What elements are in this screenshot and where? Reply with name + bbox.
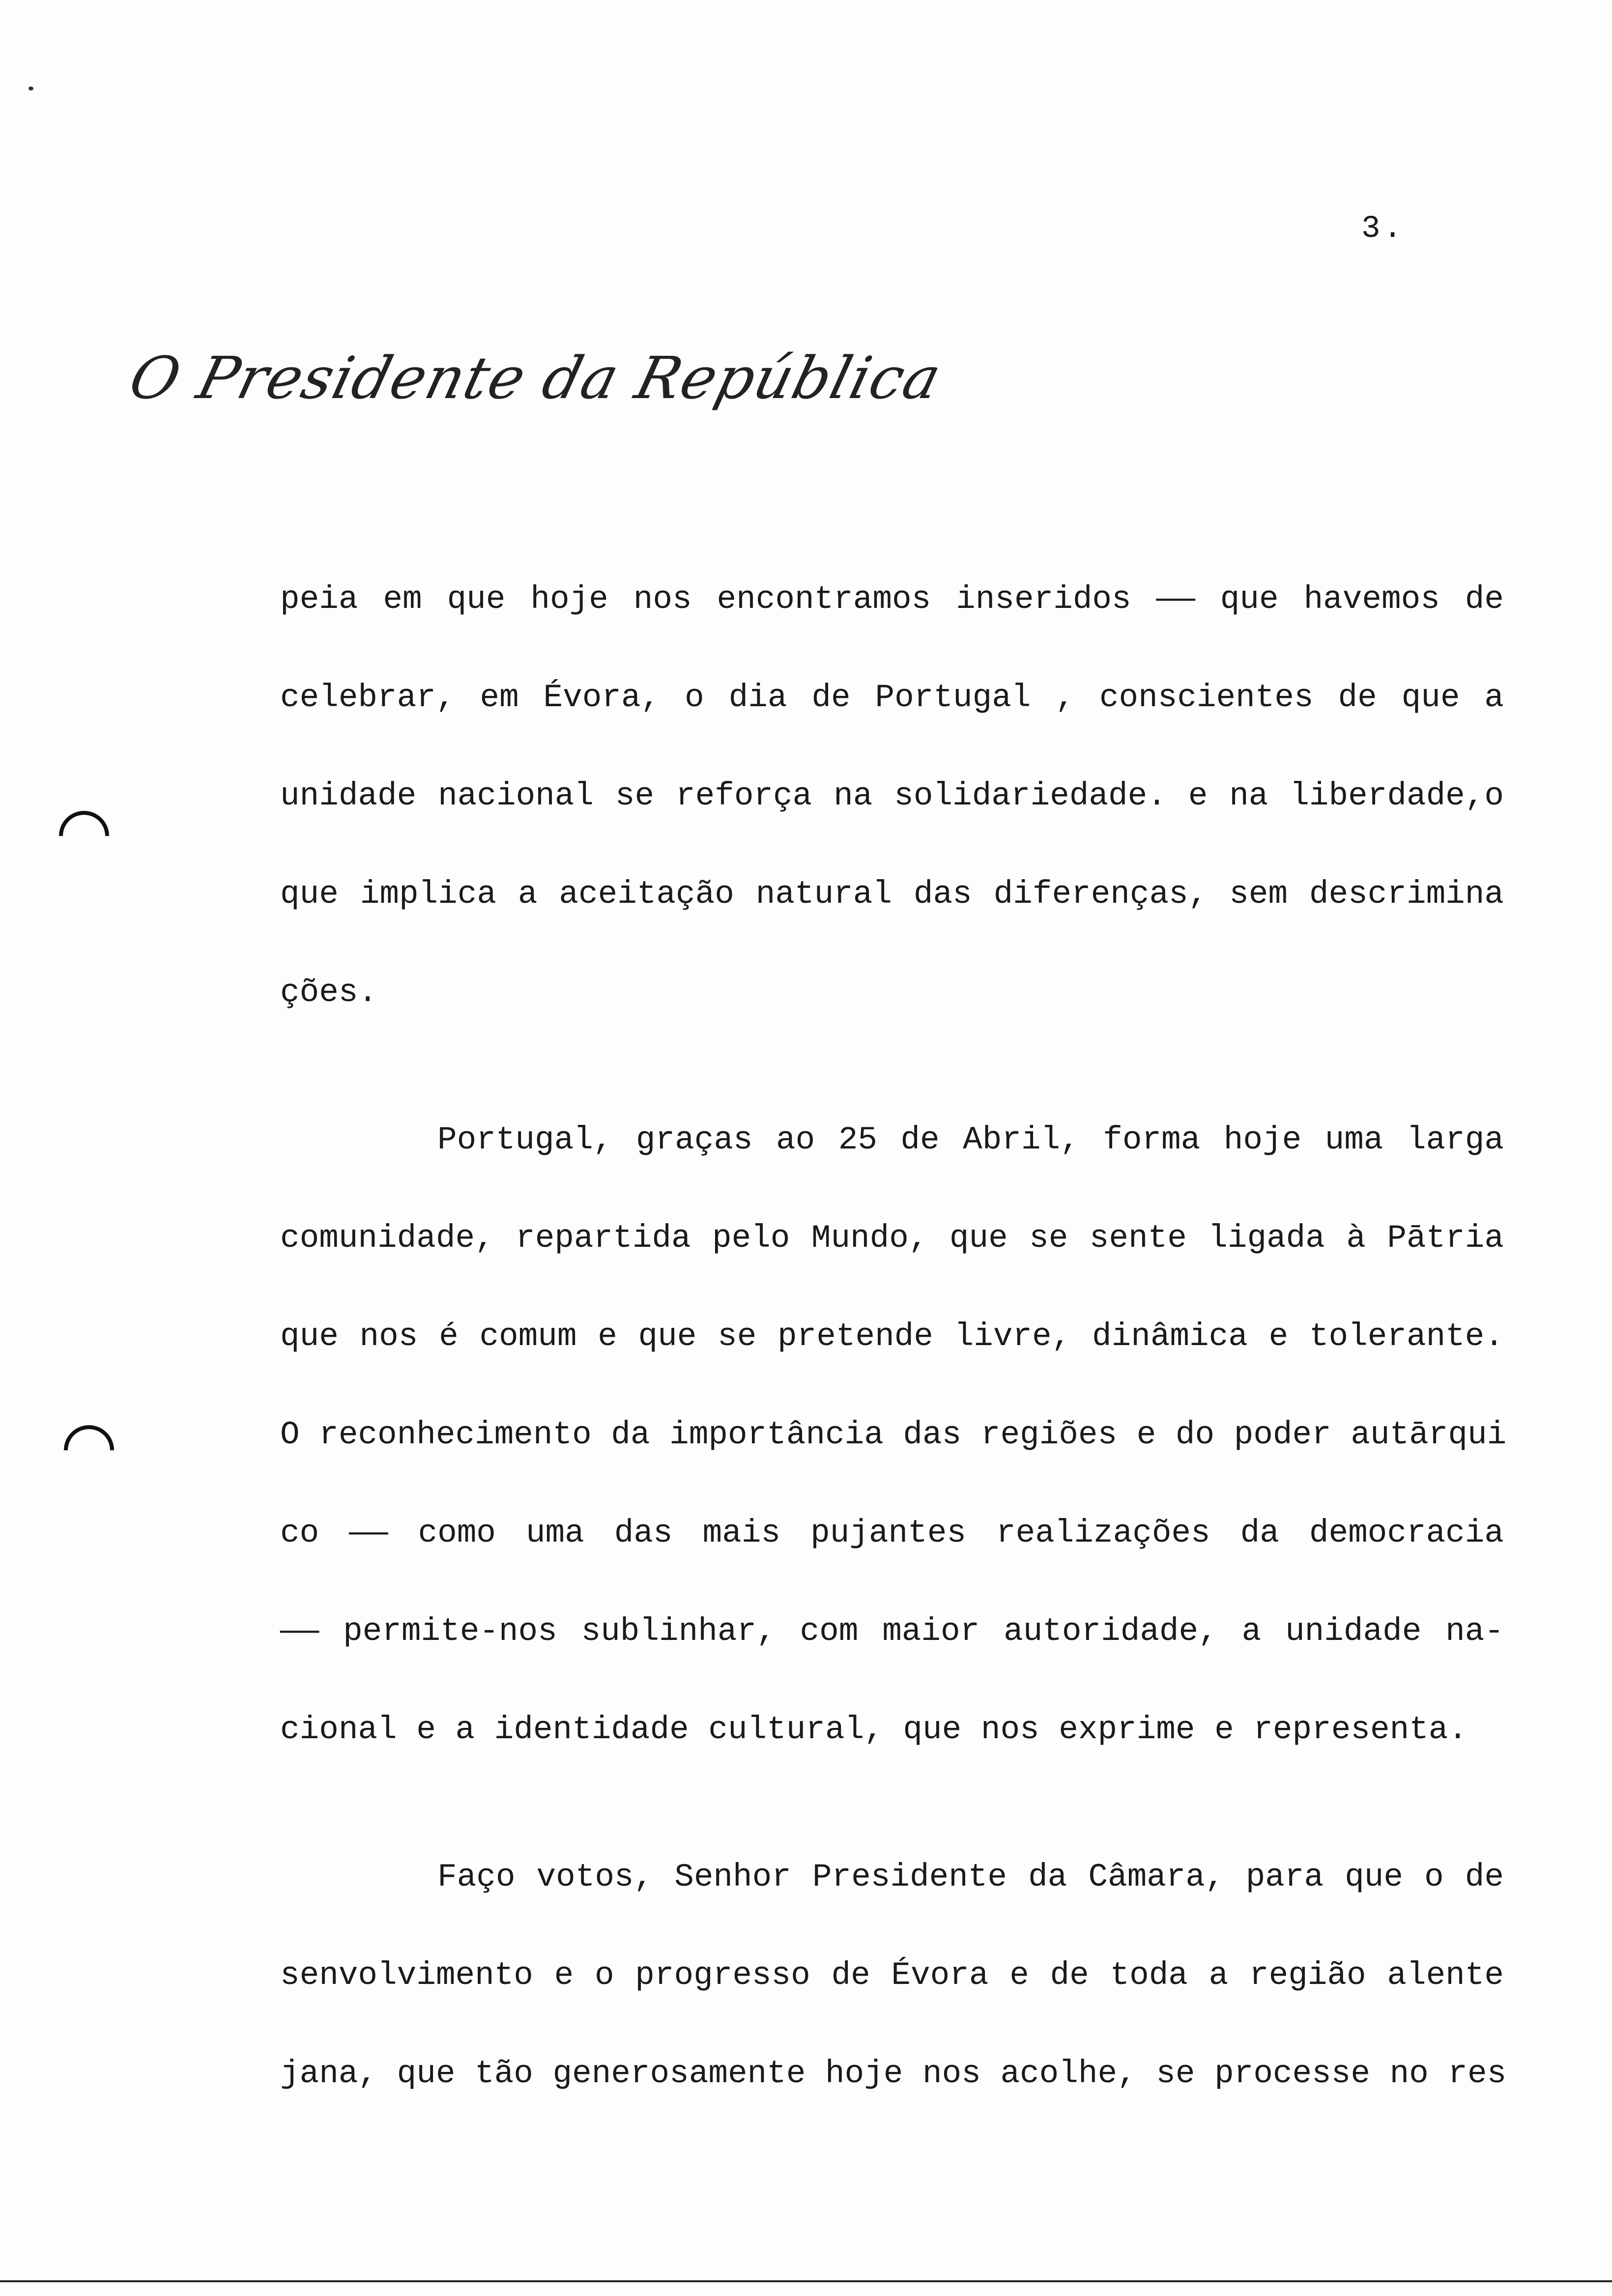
text-line: comunidade, repartida pelo Mundo, que se sente ligada à Pātria bbox=[280, 1220, 1504, 1257]
letter-body bbox=[280, 550, 1507, 2123]
letterhead-script: O Presidente da República bbox=[123, 344, 949, 412]
text-line: co —— como uma das mais pujantes realizações da democracia bbox=[280, 1515, 1504, 1551]
paragraph-gap bbox=[280, 1042, 1504, 1091]
text-line: senvolvimento e o progresso de Évora e de toda a região alente bbox=[280, 1957, 1504, 1994]
paragraph-gap bbox=[280, 1779, 1504, 1828]
text-line: que implica a aceitação natural das diferenças, sem descrimina bbox=[280, 876, 1504, 913]
punch-hole-mark-top bbox=[49, 801, 119, 871]
text-line: que nos é comum e que se pretende livre, dinâmica e tolerante. bbox=[280, 1318, 1504, 1355]
page-number: 3. bbox=[1361, 211, 1405, 247]
text-line: ções. bbox=[280, 974, 378, 1011]
text-line: O reconhecimento da importância das regiões e do poder autārqui bbox=[280, 1416, 1507, 1453]
text-line: Faço votos, Senhor Presidente da Câmara, para que o de bbox=[437, 1859, 1504, 1895]
text-line: —— permite-nos sublinhar, com maior autoridade, a unidade na- bbox=[280, 1613, 1504, 1650]
text-line: peia em que hoje nos encontramos inseridos —— que havemos de bbox=[280, 581, 1504, 618]
text-line: jana, que tão generosamente hoje nos acolhe, se processe no res bbox=[280, 2055, 1507, 2092]
text-line: unidade nacional se reforça na solidariedade. e na liberdade,o bbox=[280, 777, 1504, 814]
text-line: celebrar, em Évora, o dia de Portugal , conscientes de que a bbox=[280, 679, 1504, 716]
bottom-edge-line bbox=[0, 2280, 1612, 2282]
ink-speck bbox=[29, 86, 33, 90]
punch-hole-mark-bottom bbox=[54, 1415, 124, 1486]
text-line: Portugal, graças ao 25 de Abril, forma hoje uma larga bbox=[437, 1121, 1504, 1158]
text-line: cional e a identidade cultural, que nos exprime e representa. bbox=[280, 1711, 1468, 1748]
